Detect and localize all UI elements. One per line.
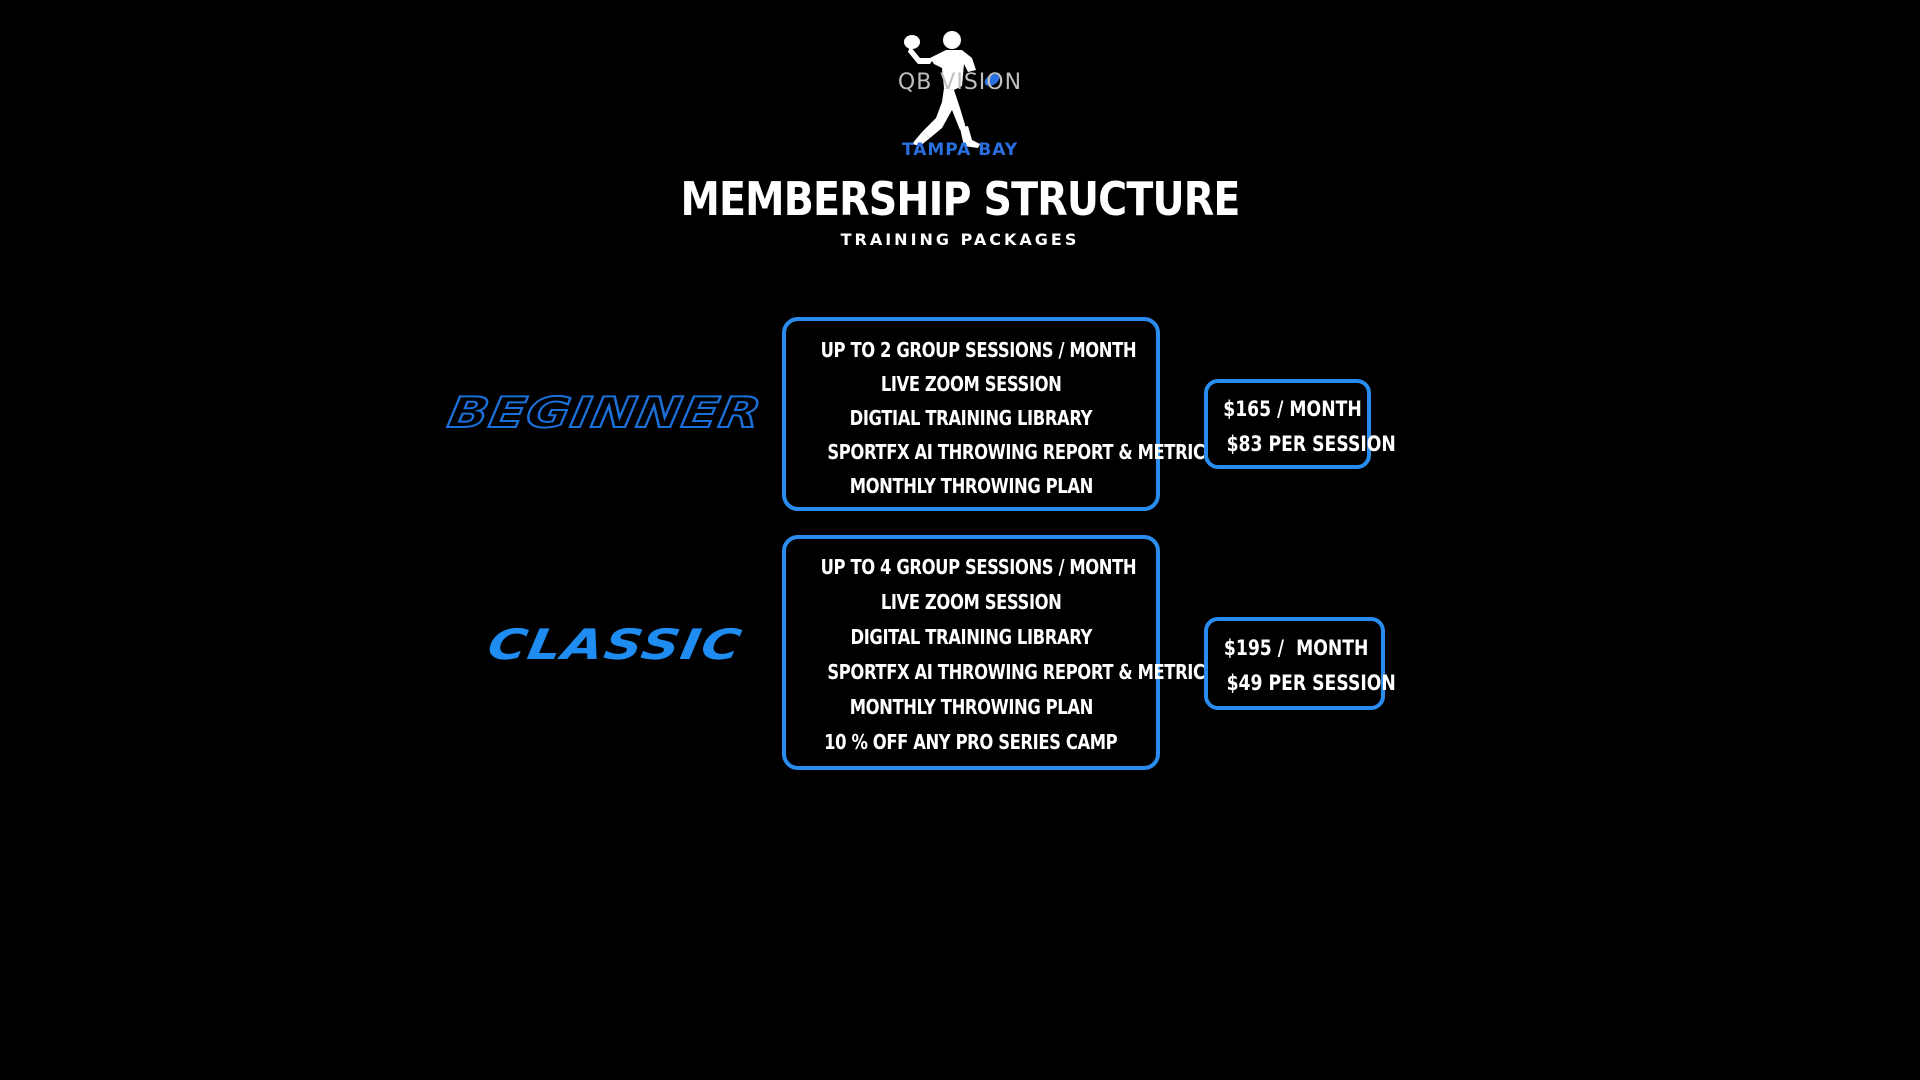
price-box-beginner xyxy=(1204,379,1396,469)
logo xyxy=(890,28,1030,168)
page-subtitle: TRAINING PACKAGES xyxy=(840,230,1080,249)
feature-item: LIVE ZOOM SESSION xyxy=(880,590,1062,614)
price-per-session: $49 PER SESSION xyxy=(1226,671,1396,695)
feature-item: MONTHLY THROWING PLAN xyxy=(849,474,1093,498)
price-monthly: $195 / MONTH xyxy=(1223,636,1369,660)
logo-city-text: TAMPA BAY xyxy=(901,140,1019,160)
package-name-classic: CLASSIC xyxy=(484,620,746,669)
feature-item: DIGITAL TRAINING LIBRARY xyxy=(850,625,1092,649)
feature-item: UP TO 4 GROUP SESSIONS / MONTH xyxy=(820,555,1137,579)
feature-list xyxy=(786,550,1205,760)
feature-item: SPORTFX AI THROWING REPORT & METRIC xyxy=(827,440,1205,464)
package-name-beginner: BEGINNER xyxy=(444,388,766,437)
feature-item: UP TO 2 GROUP SESSIONS / MONTH xyxy=(820,338,1137,362)
features-box-classic xyxy=(782,535,1205,770)
feature-list xyxy=(786,333,1205,503)
logo-brand-text: QB VISION xyxy=(897,70,1023,95)
feature-item: LIVE ZOOM SESSION xyxy=(880,372,1062,396)
feature-item: MONTHLY THROWING PLAN xyxy=(849,695,1093,719)
features-box-beginner xyxy=(782,317,1205,511)
price-monthly: $165 / MONTH xyxy=(1223,397,1362,421)
price-box-classic xyxy=(1204,617,1396,710)
feature-item: DIGTIAL TRAINING LIBRARY xyxy=(849,406,1093,430)
feature-item: 10 % OFF ANY PRO SERIES CAMP xyxy=(824,730,1118,754)
page-title: MEMBERSHIP STRUCTURE xyxy=(680,172,1240,226)
feature-item: SPORTFX AI THROWING REPORT & METRIC xyxy=(827,660,1205,684)
price-per-session: $83 PER SESSION xyxy=(1226,432,1396,456)
